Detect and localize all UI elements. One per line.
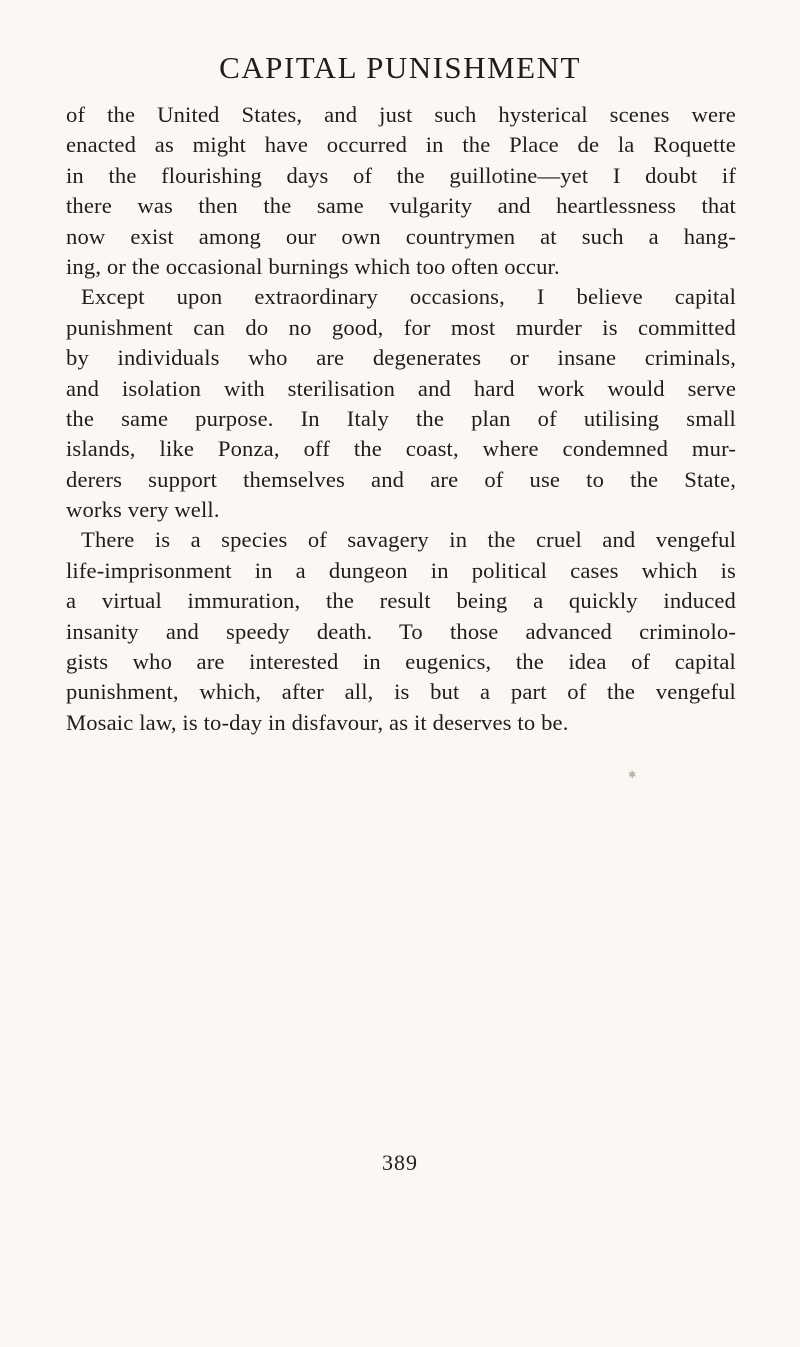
text-line: ing, or the occasional burnings which too often occur. [66,253,560,279]
page-number: 389 [382,1150,418,1175]
text-line: life-imprisonment in a dungeon in political cases which is [66,557,736,583]
text-line: insanity and speedy death. To those advanced criminolo- [66,618,736,644]
text-line: and isolation with sterilisation and hard work would serve [66,375,736,401]
text-line: punishment, which, after all, is but a part of the vengeful [66,679,736,705]
text-line: gists who are interested in eugenics, the idea of capital [66,649,736,675]
text-line: derers support themselves and are of use to the State, [66,466,736,492]
text-line: a virtual immuration, the result being a quickly induced [66,588,736,614]
text-line: now exist among our own countrymen at such a hang- [66,223,736,249]
body-text [66,100,736,738]
text-line: works very well. [66,497,220,523]
text-line: There is a species of savagery in the cruel and vengeful [81,527,736,553]
running-head: CAPITAL PUNISHMENT [219,50,581,85]
printer-mark: ✱ [628,770,637,781]
text-line: punishment can do no good, for most murder is committed [66,314,736,340]
text-line: there was then the same vulgarity and heartlessness that [66,193,736,219]
text-line: of the United States, and just such hysterical scenes were [66,102,736,127]
text-line: islands, like Ponza, off the coast, where condemned mur- [66,436,736,462]
text-line: in the flourishing days of the guillotine—yet I doubt if [66,162,736,188]
text-line: Except upon extraordinary occasions, I believe capital [81,284,736,310]
text-line: enacted as might have occurred in the Place de la Roquette [66,132,736,158]
text-line: by individuals who are degenerates or insane criminals, [66,345,736,371]
text-line: Mosaic law, is to-day in disfavour, as it deserves to be. [66,709,569,735]
text-line: the same purpose. In Italy the plan of utilising small [66,405,736,431]
